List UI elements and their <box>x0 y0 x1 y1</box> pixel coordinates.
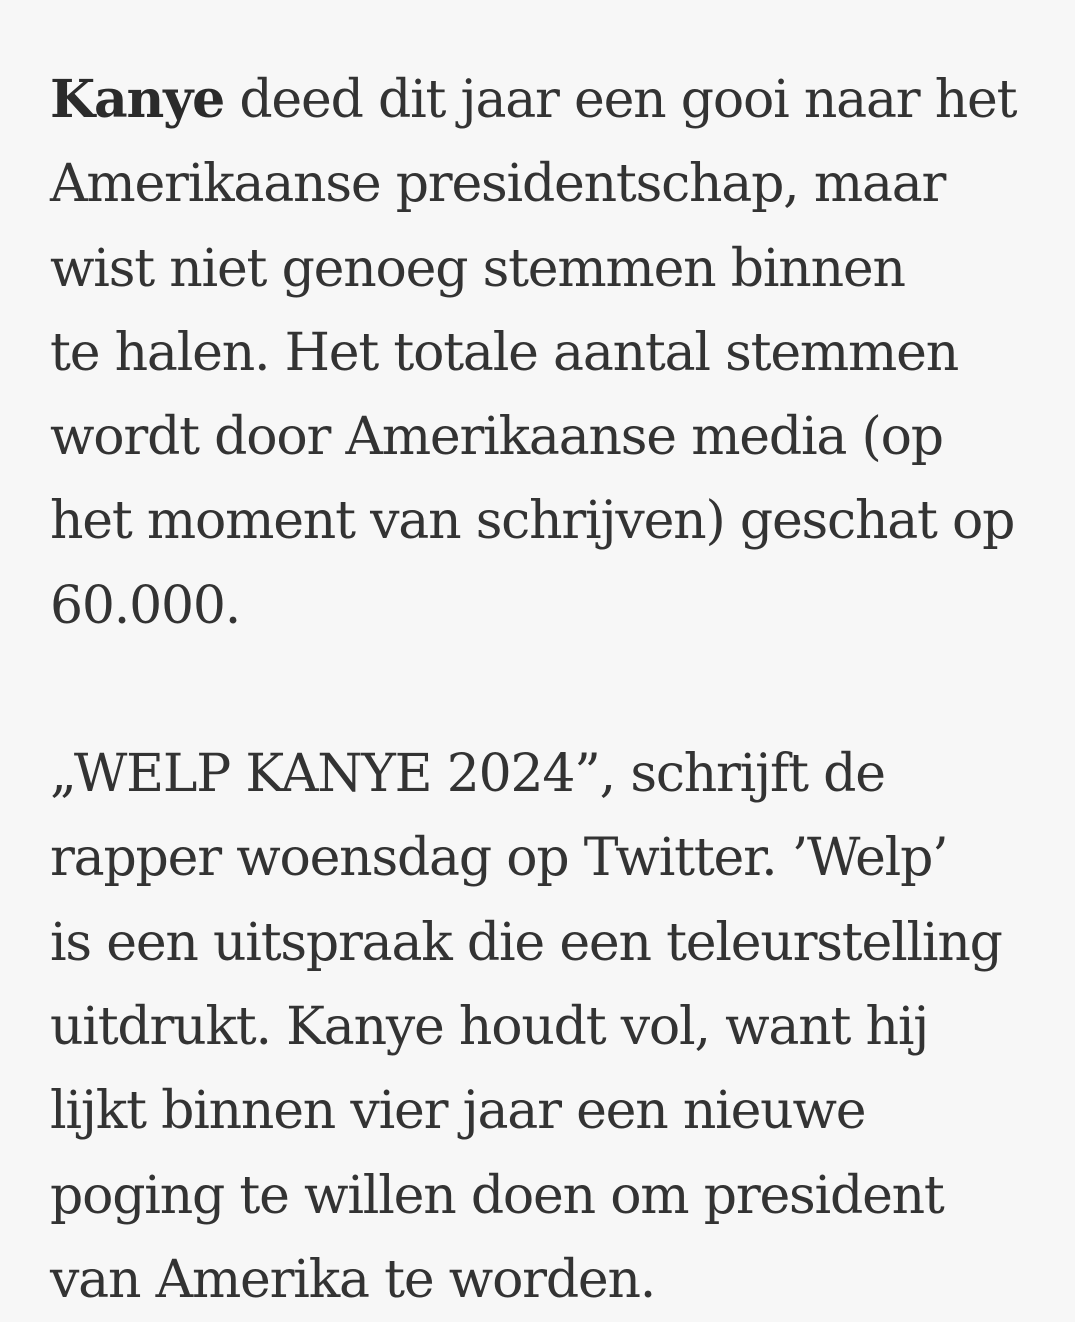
paragraph-line <box>50 58 1035 142</box>
article-paragraph-1 <box>50 58 1035 648</box>
paragraph-spacing <box>50 648 1035 732</box>
paragraph-line: lijkt binnen vier jaar een nieuwe <box>50 1081 866 1142</box>
article-paragraph-2 <box>50 732 1035 1322</box>
paragraph-line: is een uitspraak die een teleurstelling <box>50 912 1002 973</box>
paragraph-line-text: deed dit jaar een gooi naar het <box>224 70 1017 130</box>
bold-lead-name: Kanye <box>50 69 224 130</box>
paragraph-line: te halen. Het totale aantal stemmen <box>50 322 959 383</box>
paragraph-line: poging te willen doen om president <box>50 1165 944 1226</box>
paragraph-line: wist niet genoeg stemmen binnen <box>50 238 905 299</box>
paragraph-line: van Amerika te worden. <box>50 1249 656 1310</box>
paragraph-line: rapper woensdag op Twitter. ’Welp’ <box>50 828 948 889</box>
paragraph-line: het moment van schrijven) geschat op <box>50 491 1015 552</box>
paragraph-line: uitdrukt. Kanye houdt vol, want hij <box>50 996 929 1057</box>
paragraph-line: Amerikaanse presidentschap, maar <box>50 154 946 215</box>
paragraph-line: wordt door Amerikaanse media (op <box>50 407 943 468</box>
paragraph-line: „WELP KANYE 2024”, schrijft de <box>50 744 885 805</box>
paragraph-line: 60.000. <box>50 575 241 636</box>
